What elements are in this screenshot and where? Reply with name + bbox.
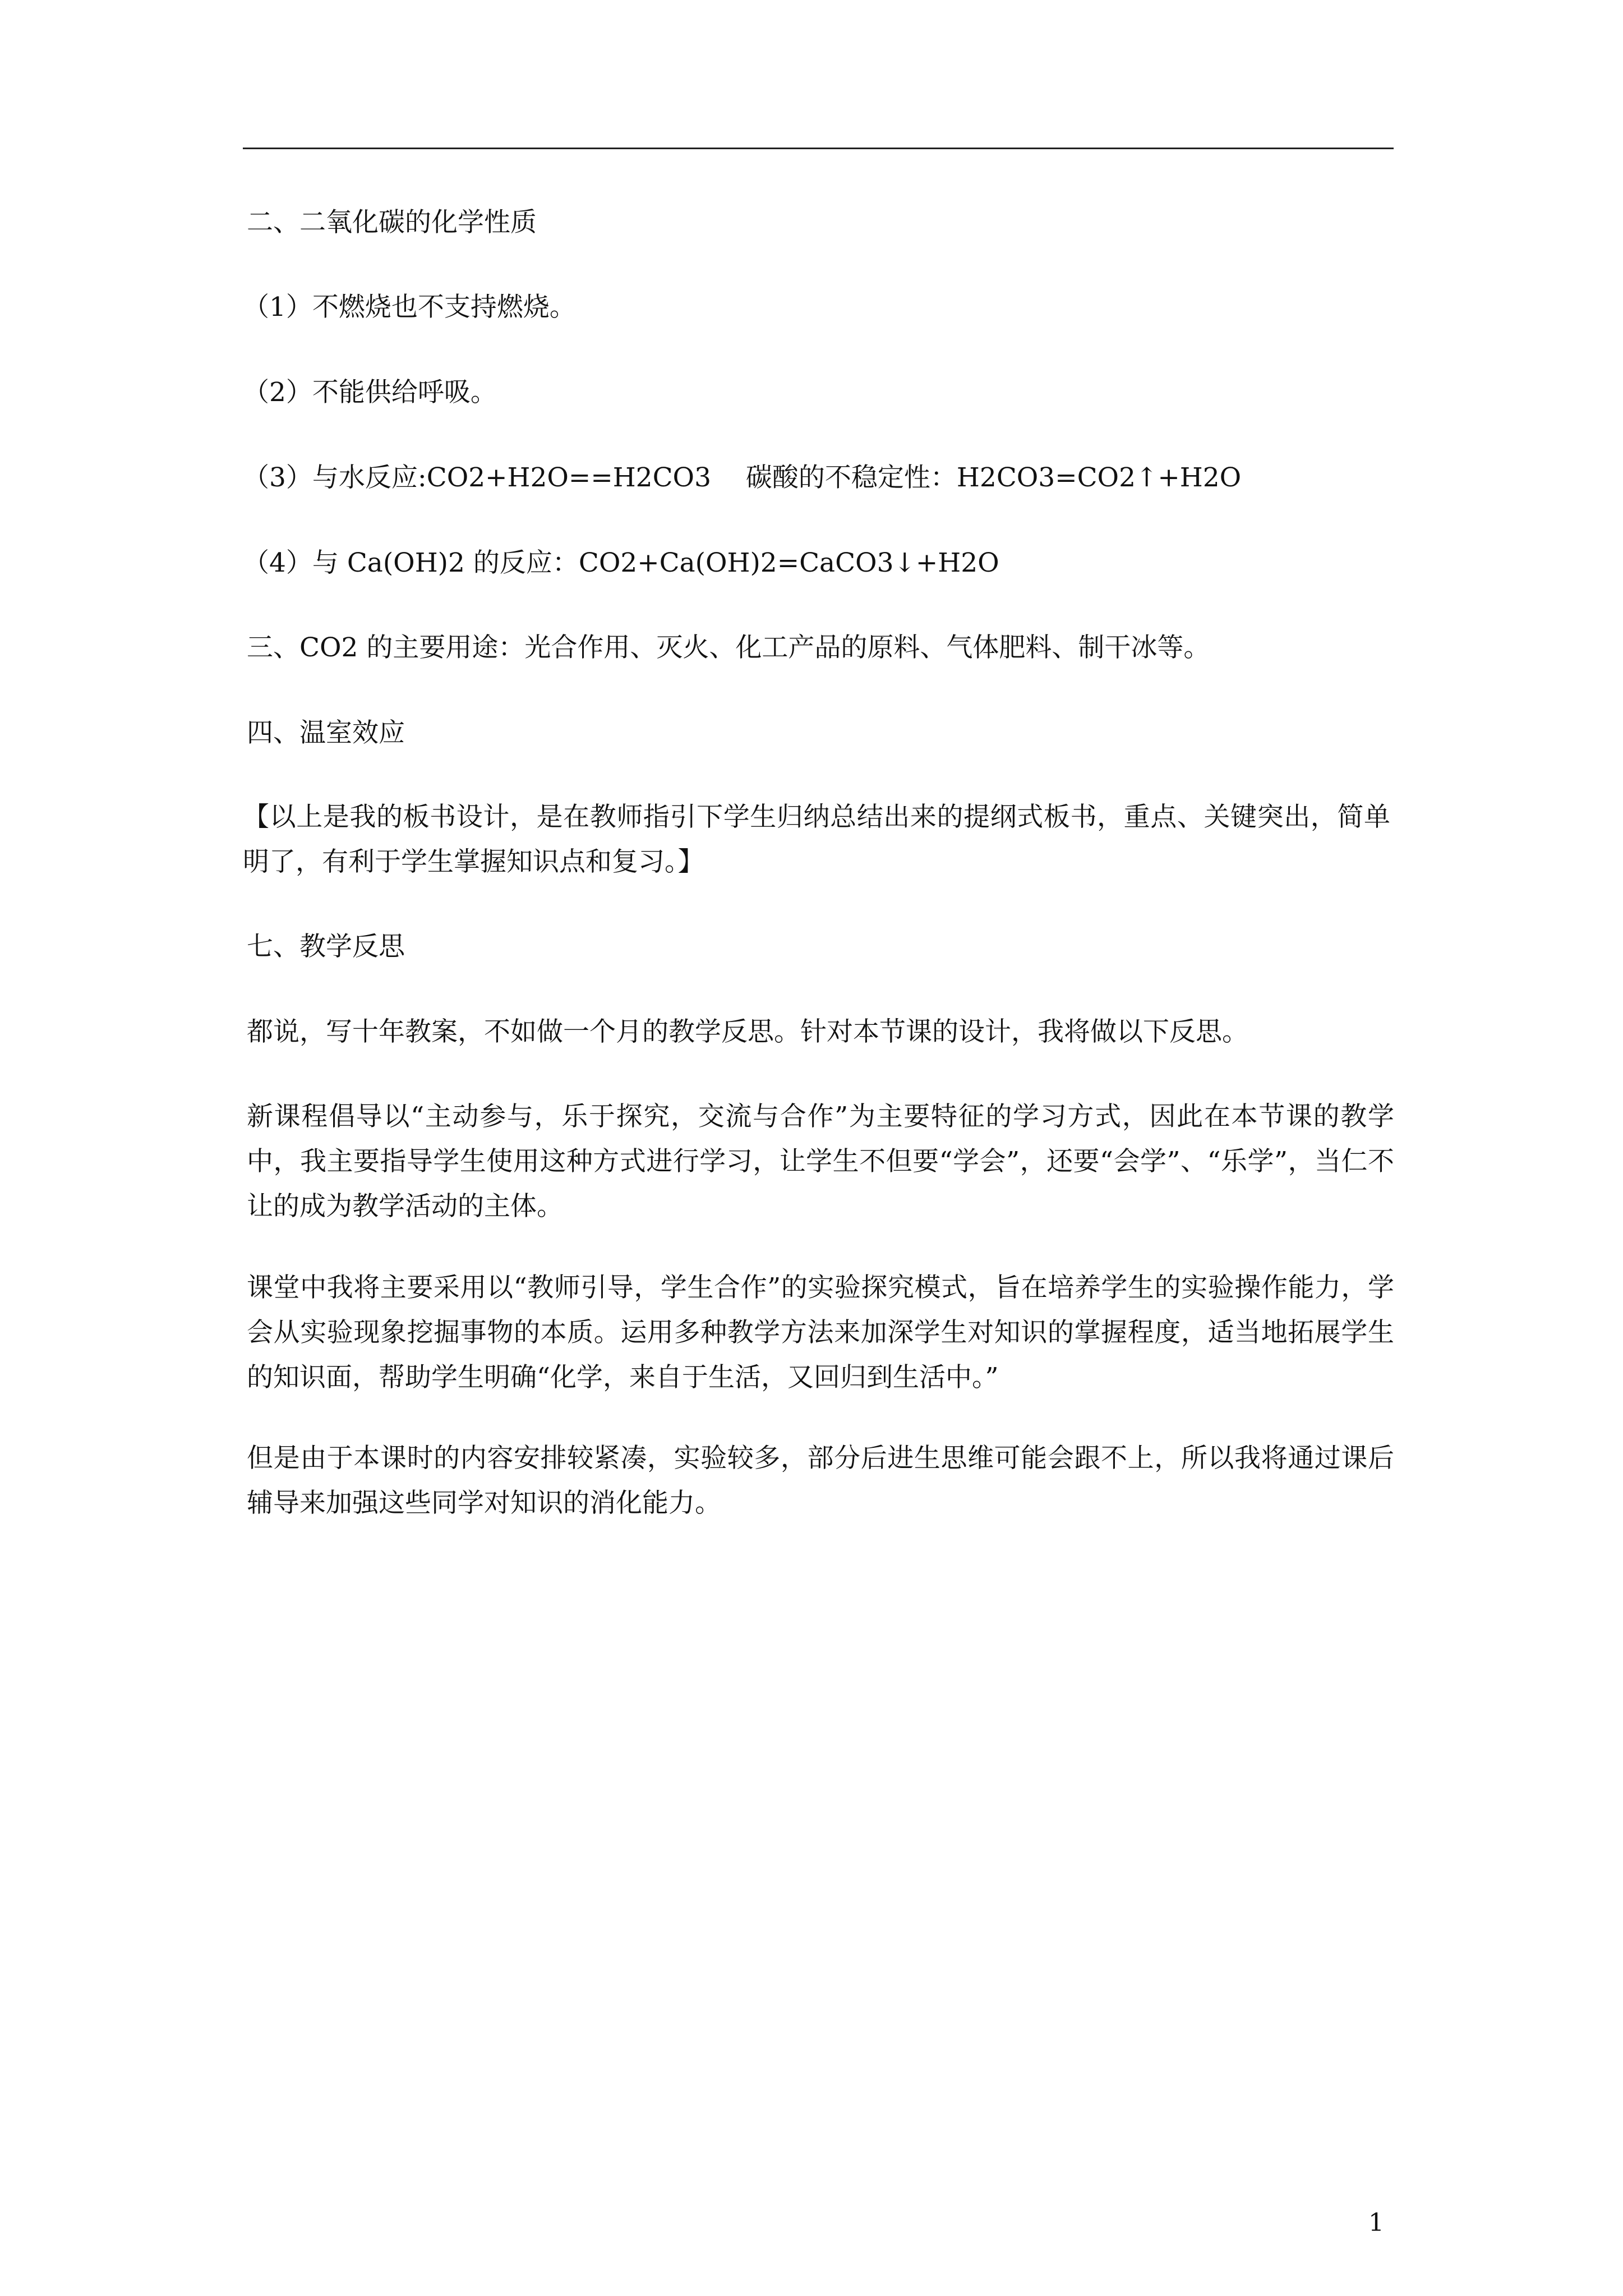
heading-greenhouse: 四、温室效应 (247, 717, 405, 748)
heading-uses: 三、CO2 的主要用途：光合作用、灭火、化工产品的原料、气体肥料、制干冰等。 (247, 632, 1210, 663)
heading-chem-properties: 二、二氧化碳的化学性质 (247, 207, 537, 238)
property-3: （3）与水反应:CO2+H2O==H2CO3 碳酸的不稳定性：H2CO3=CO2↑+H2O (243, 462, 1242, 493)
reflection-paragraph-1: 都说，写十年教案，不如做一个月的教学反思。针对本节课的设计，我将做以下反思。 (247, 1016, 1248, 1047)
property-1: （1）不燃烧也不支持燃烧。 (243, 292, 576, 323)
reflection-paragraph-4: 但是由于本课时的内容安排较紧凑，实验较多，部分后进生思维可能会跟不上，所以我将通过课后辅导来加强这些同学对知识的消化能力。 (247, 1443, 1394, 1519)
board-design-note: 【以上是我的板书设计，是在教师指引下学生归纳总结出来的提纲式板书，重点、关键突出，简单明了，有利于学生掌握知识点和复习。】 (243, 802, 1390, 877)
header-rule (243, 148, 1394, 149)
page-number: 1 (1368, 2208, 1384, 2237)
heading-reflection: 七、教学反思 (247, 931, 405, 962)
property-4: （4）与 Ca(OH)2 的反应：CO2+Ca(OH)2=CaCO3↓+H2O (243, 547, 999, 578)
property-2: （2）不能供给呼吸。 (243, 377, 497, 408)
reflection-paragraph-2: 新课程倡导以“主动参与，乐于探究，交流与合作”为主要特征的学习方式，因此在本节课的教学中，我主要指导学生使用这种方式进行学习，让学生不但要“学会”，还要“会学”、“乐学”，当仁不让的成为教学活动的主体。 (247, 1101, 1394, 1222)
reflection-paragraph-3: 课堂中我将主要采用以“教师引导，学生合作”的实验探究模式，旨在培养学生的实验操作能力，学会从实验现象挖掘事物的本质。运用多种教学方法来加深学生对知识的掌握程度，适当地拓展学生的知识面，帮助学生明确“化学，来自于生活，又回归到生活中。” (247, 1272, 1394, 1393)
